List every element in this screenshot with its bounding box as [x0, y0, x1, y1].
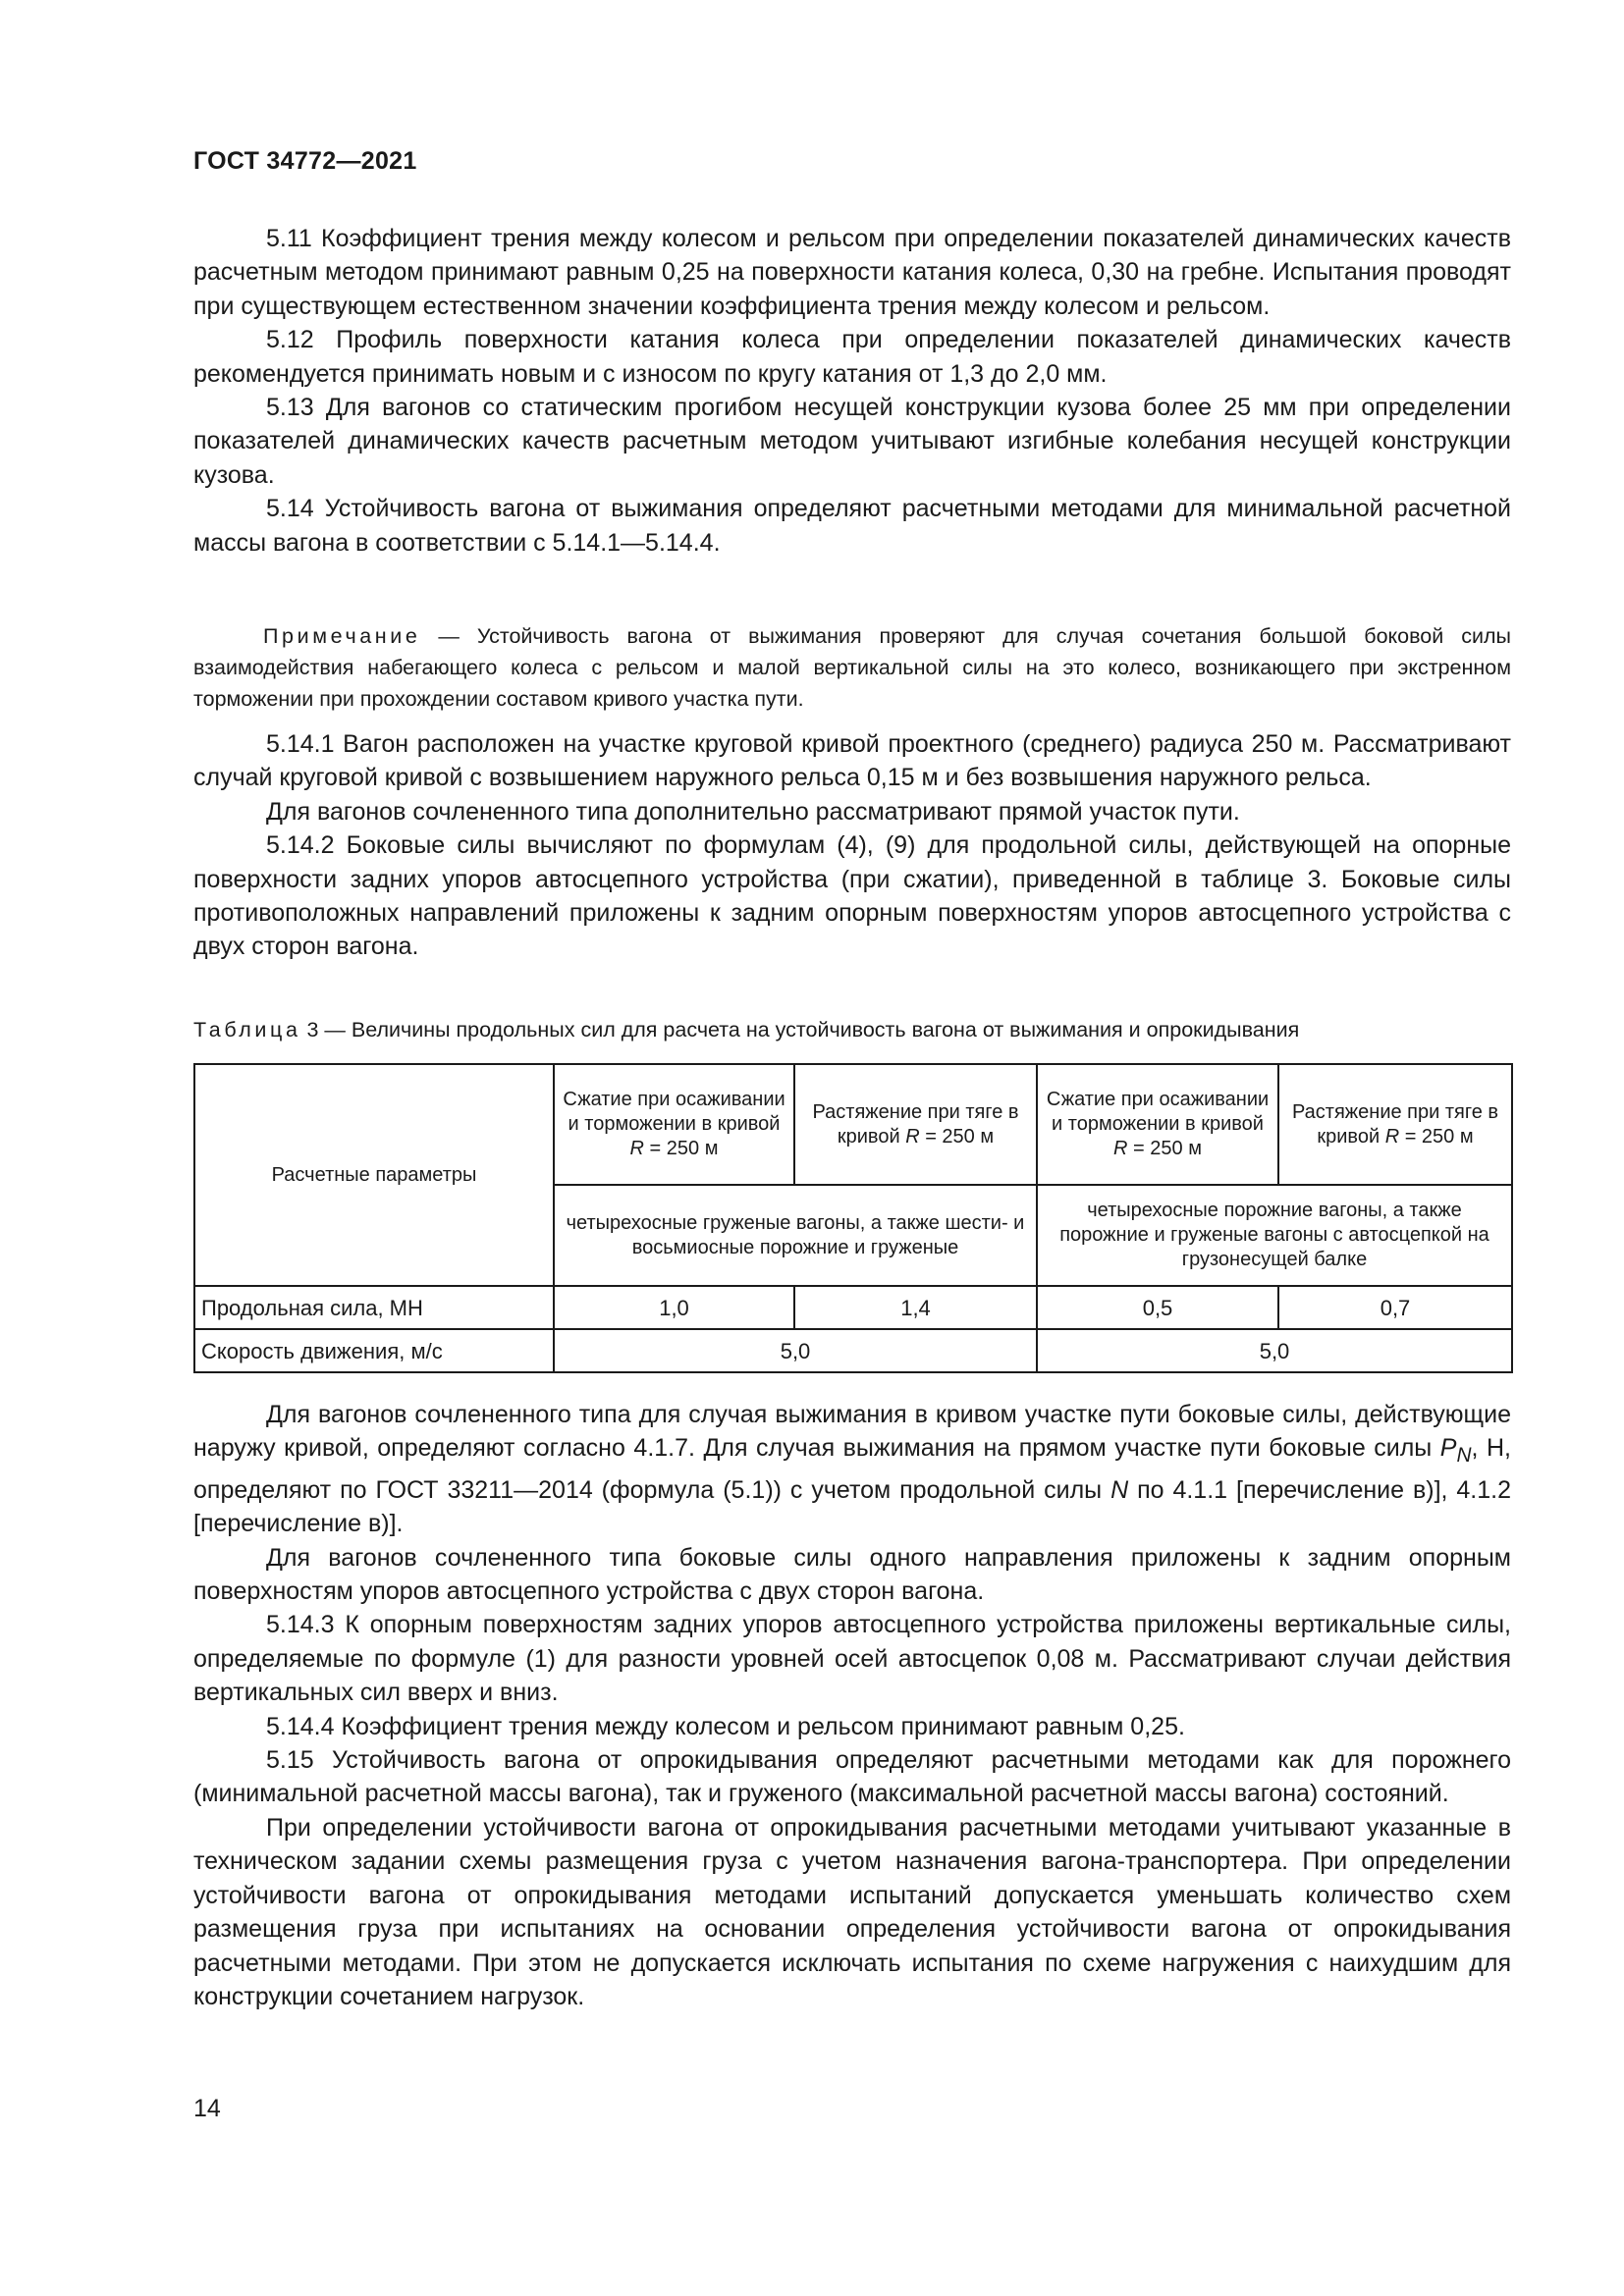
- table-caption-text: 3 — Величины продольных сил для расчета на устойчивость вагона от выжимания и опрокидывания: [300, 1018, 1300, 1041]
- page-number: 14: [193, 2095, 221, 2122]
- group-header-empty: четырехосные порожние вагоны, а также порожние и груженые вагоны с автосцепкой на грузонесущей балке: [1037, 1185, 1512, 1286]
- col2-text: Растяжение при тяге в кривой: [812, 1100, 1019, 1148]
- col3-text: Сжатие при осаживании и торможении в кривой: [1046, 1089, 1270, 1135]
- articulated-text-b: , Н, определяют по ГОСТ 33211—2014 (формула (5.1)) с учетом продольной силы: [193, 1434, 1511, 1504]
- paragraph-5-11: 5.11 Коэффициент трения между колесом и рельсом при определении показателей динамических качеств расчетным методом принимают равным 0,25 на поверхности катания колеса, 0,30 на гребне. Испытания проводят при существующем естественном значении коэффициента трения между колесом и рельсом.: [193, 225, 1511, 320]
- col-header-tension-empty: [1278, 1064, 1512, 1185]
- col1-r-symbol: R: [629, 1138, 644, 1159]
- col4-r-value: = 250 м: [1399, 1125, 1474, 1148]
- table-caption-label: Таблица: [193, 1018, 301, 1041]
- table-row-longitudinal-force: [194, 1286, 1512, 1329]
- table-header-row: [194, 1064, 1512, 1185]
- paragraph-5-14: 5.14 Устойчивость вагона от выжимания определяют расчетными методами для минимальной расчетной массы вагона в соответствии с 5.14.1—5.14.4.: [193, 495, 1511, 557]
- table-cell: 0,5: [1037, 1286, 1278, 1329]
- col4-r-symbol: R: [1384, 1125, 1400, 1148]
- section-5-14-1-to-5-14-2: [193, 727, 1511, 964]
- document-header: ГОСТ 34772—2021: [193, 147, 417, 175]
- col-header-compression-empty: [1037, 1064, 1278, 1185]
- articulated-text-c: по 4.1.1 [перечисление в)], 4.1.2 [перечисление в)].: [193, 1475, 1511, 1538]
- col-header-tension-loaded: [794, 1064, 1037, 1185]
- section-after-table: [193, 1398, 1511, 2013]
- symbol-p-subscript: N: [1456, 1444, 1472, 1468]
- row-label: Продольная сила, МН: [194, 1286, 554, 1329]
- symbol-n: N: [1110, 1475, 1129, 1504]
- col2-r-symbol: R: [905, 1125, 920, 1148]
- section-5-11-to-5-14: [193, 222, 1511, 560]
- row-label: Скорость движения, м/с: [194, 1329, 554, 1372]
- paragraph-5-15: 5.15 Устойчивость вагона от опрокидывания определяют расчетными методами как для порожнего (минимальной расчетной массы вагона), так и груженого (максимальной расчетной массы вагона) состояний.: [193, 1746, 1511, 1808]
- table-cell: 5,0: [554, 1329, 1037, 1372]
- paragraph-5-12: 5.12 Профиль поверхности катания колеса при определении показателей динамических качеств рекомендуется принимать новым и с износом по кругу катания от 1,3 до 2,0 мм.: [193, 326, 1511, 388]
- table-row-speed: [194, 1329, 1512, 1372]
- paragraph-5-14-1: 5.14.1 Вагон расположен на участке круговой кривой проектного (среднего) радиуса 250 м. Рассматривают случай круговой кривой с возвышением наружного рельса 0,15 м и без возвышения наружного рельса.: [193, 730, 1511, 792]
- table-cell: 5,0: [1037, 1329, 1512, 1372]
- paragraph-articulated-direction: Для вагонов сочлененного типа боковые силы одного направления приложены к задним опорным поверхностям упоров автосцепного устройства с двух сторон вагона.: [193, 1543, 1511, 1606]
- note-text: — Устойчивость вагона от выжимания проверяют для случая сочетания большой боковой силы взаимодействия набегающего колеса с рельсом и малой вертикальной силы на это колесо, возникающего при экстренном торможении при прохождении составом кривого участка пути.: [193, 624, 1511, 711]
- paragraph-5-14-3: 5.14.3 К опорным поверхностям задних упоров автосцепного устройства приложены вертикальные силы, определяемые по формуле (1) для разности уровней осей автосцепок 0,08 м. Рассматривают случаи действия вертикальных сил вверх и вниз.: [193, 1611, 1511, 1707]
- col4-text: Растяжение при тяге в кривой: [1291, 1100, 1499, 1148]
- paragraph-5-13: 5.13 Для вагонов со статическим прогибом несущей конструкции кузова более 25 мм при определении показателей динамических качеств расчетным методом учитывают изгибные колебания несущей конструкции кузова.: [193, 394, 1511, 489]
- paragraph-5-14-4: 5.14.4 Коэффициент трения между колесом и рельсом принимают равным 0,25.: [266, 1712, 1185, 1740]
- paragraph-5-14-2: 5.14.2 Боковые силы вычисляют по формулам (4), (9) для продольной силы, действующей на опорные поверхности задних упоров автосцепного устройства (при сжатии), приведенной в таблице 3. Боковые силы противоположных направлений приложены к задним опорным поверхностям упоров автосцепного устройства с двух сторон вагона.: [193, 831, 1511, 961]
- col1-r-value: = 250 м: [643, 1138, 719, 1159]
- table-3: [193, 1063, 1513, 1373]
- table-cell: 1,0: [554, 1286, 794, 1329]
- col-header-compression-loaded: [554, 1064, 794, 1185]
- paragraph-overturning: При определении устойчивости вагона от опрокидывания расчетными методами учитывают указанные в техническом задании схемы размещения груза с учетом назначения вагона-транспортера. При определении устойчивости вагона от опрокидывания методами испытаний допускается уменьшать количество схем размещения груза при испытаниях на основании определения устойчивости вагона от опрокидывания расчетными методами. При этом не допускается исключать испытания по схеме нагружения с наихудшим для конструкции сочетанием нагрузок.: [193, 1813, 1511, 2010]
- paragraph-articulated-straight: Для вагонов сочлененного типа дополнительно рассматривают прямой участок пути.: [266, 797, 1240, 826]
- col1-text: Сжатие при осаживании и торможении в кривой: [563, 1089, 785, 1135]
- table-cell: 1,4: [794, 1286, 1037, 1329]
- group-header-loaded: четырехосные груженые вагоны, а также шести- и восьмиосные порожние и груженые: [554, 1185, 1037, 1286]
- note-label: Примечание: [263, 624, 421, 648]
- symbol-p: P: [1439, 1434, 1457, 1463]
- col3-r-value: = 250 м: [1127, 1138, 1202, 1159]
- note-block: [193, 620, 1511, 715]
- table-3-caption: [193, 1015, 1511, 1044]
- articulated-text-a: Для вагонов сочлененного типа для случая выжимания в кривом участке пути боковые силы, действующие наружу кривой, определяют согласно 4.1.7. Для случая выжимания на прямом участке пути боковые силы: [193, 1401, 1511, 1463]
- col2-r-value: = 250 м: [919, 1125, 995, 1148]
- table-cell: 0,7: [1278, 1286, 1512, 1329]
- param-header-cell: Расчетные параметры: [194, 1064, 554, 1286]
- paragraph-articulated-lateral: [193, 1398, 1511, 1541]
- col3-r-symbol: R: [1113, 1138, 1128, 1159]
